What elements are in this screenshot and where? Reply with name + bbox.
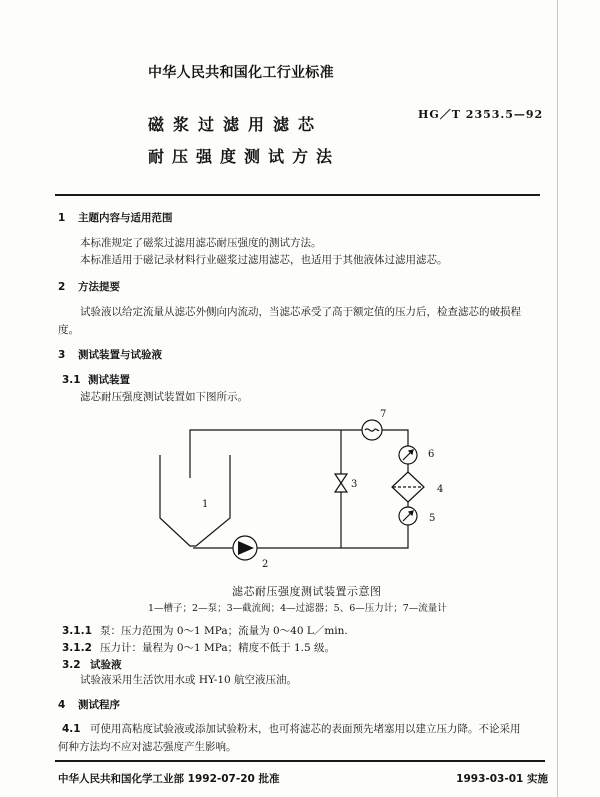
filter-icon <box>392 472 424 502</box>
return-pipe <box>257 525 408 548</box>
doc-title-line-1: 磁浆过滤用滤芯 <box>148 115 324 134</box>
shutoff-valve-icon <box>335 474 347 492</box>
figure-caption: 滤芯耐压强度测试装置示意图 <box>232 585 382 598</box>
section-3-1-title: 测试装置 <box>88 374 130 386</box>
doc-title-line-2: 耐压强度测试方法 <box>148 147 341 166</box>
flowmeter-icon <box>362 420 382 440</box>
inlet-pipe <box>190 430 362 478</box>
section-3-1-number: 3.1 <box>62 374 81 386</box>
section-3-1-1-number: 3.1.1 <box>62 625 92 637</box>
section-3-1-1-text: 泵：压力范围为 0～1 MPa；流量为 0～40 L／min. <box>100 625 348 637</box>
section-4-1-text-line-2: 何种方法均不应对滤芯强度产生影响。 <box>58 741 237 753</box>
test-apparatus-diagram <box>140 405 470 580</box>
section-1-para-1: 本标准规定了磁浆过滤用滤芯耐压强度的测试方法。 <box>80 237 322 249</box>
label-gauge-6: 6 <box>428 449 435 460</box>
label-pump: 2 <box>262 559 269 570</box>
section-2-number: 2 <box>58 281 66 293</box>
section-3-number: 3 <box>58 349 66 361</box>
section-3-2-title: 试验液 <box>90 659 122 671</box>
section-3-1-2-text: 压力计：量程为 0～1 MPa；精度不低于 1.5 级。 <box>100 642 336 654</box>
pressure-gauge-5-icon <box>399 507 417 525</box>
section-3-1-text: 滤芯耐压强度测试装置如下图所示。 <box>80 391 248 403</box>
label-filter: 4 <box>437 484 444 495</box>
tank-icon <box>160 455 230 546</box>
section-4-title: 测试程序 <box>78 699 120 711</box>
label-tank: 1 <box>202 499 209 510</box>
footer-rule <box>55 760 545 762</box>
section-4-number: 4 <box>58 699 66 711</box>
label-gauge-5: 5 <box>429 513 436 524</box>
effective-date-line: 1993-03-01 实施 <box>456 773 548 785</box>
section-3-2-number: 3.2 <box>62 659 81 671</box>
section-3-title: 测试装置与试验液 <box>78 349 162 361</box>
pressure-gauge-6-icon <box>399 446 417 464</box>
label-valve: 3 <box>351 479 358 490</box>
figure-legend: 1—槽子；2—泵；3—截流阀；4—过滤器；5、6—压力计；7—流量计 <box>148 603 447 614</box>
standard-code: HG／T 2353.5—92 <box>418 108 544 121</box>
label-flowmeter: 7 <box>380 409 387 420</box>
section-4-1-number: 4.1 <box>62 723 81 735</box>
section-2-para-line-2: 度。 <box>58 324 79 336</box>
section-2-para-line-1: 试验液以给定流量从滤芯外侧向内流动，当滤芯承受了高于额定值的压力后，检查滤芯的破损程 <box>80 306 521 318</box>
org-title: 中华人民共和国化工行业标准 <box>148 65 334 81</box>
header-rule <box>55 194 540 196</box>
pump-icon <box>233 536 257 560</box>
section-1-number: 1 <box>58 212 66 224</box>
section-2-title: 方法提要 <box>78 281 120 293</box>
section-1-para-2: 本标准适用于磁记录材料行业磁浆过滤用滤芯，也适用于其他液体过滤用滤芯。 <box>80 254 448 266</box>
scan-edge-line <box>557 0 558 797</box>
section-3-1-2-number: 3.1.2 <box>62 642 92 654</box>
approval-line: 中华人民共和国化学工业部 1992-07-20 批准 <box>58 773 280 785</box>
section-1-title: 主题内容与适用范围 <box>78 212 173 224</box>
section-3-2-text: 试验液采用生活饮用水或 HY-10 航空液压油。 <box>80 674 298 686</box>
section-4-1-text-line-1: 可使用高粘度试验液或添加试验粉末，也可将滤芯的表面预先堵塞用以建立压力降。不论采用 <box>90 723 521 735</box>
outlet-pipe-top <box>382 430 408 446</box>
